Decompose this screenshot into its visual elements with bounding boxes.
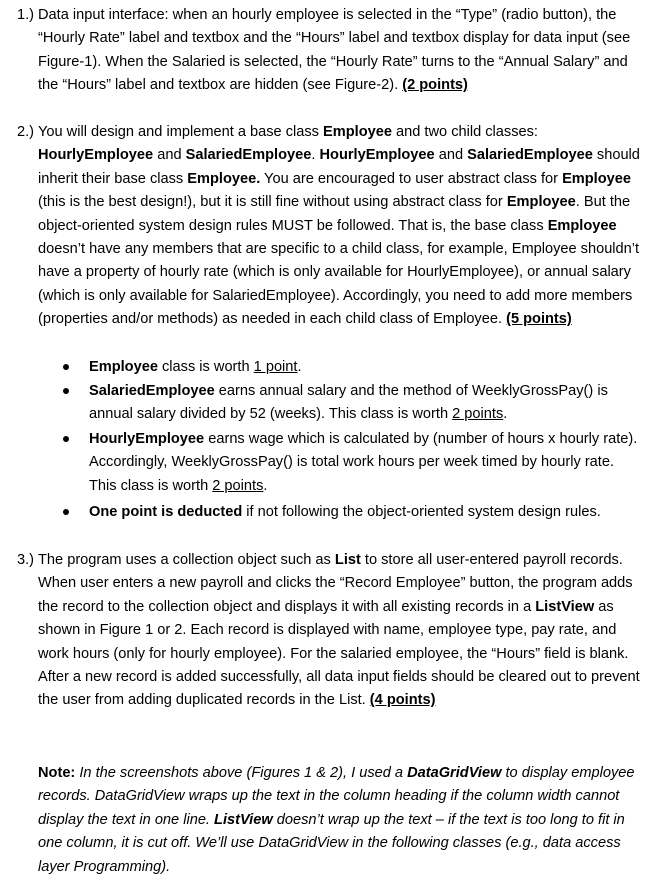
bullet-item: One point is deducted if not following the object-oriented system design rules. <box>89 501 644 524</box>
item-text: The program uses a collection object such as List to store all user-entered payroll records. When user enters a new payroll and clicks the “Record Employee” button, the program adds the record to the collection object and displays it with all existing records in a ListView as shown in Figure 1 or 2. Each record is displayed with name, employee type, pay rate, and work hours (only for hourly employee). For the salaried employee, the “Hours” field is blank. After a new record is added successfully, all data input fields should be cleared out to prevent the user from adding duplicated records in the List. (4 points) <box>38 552 640 709</box>
note-label: Note: <box>38 765 76 781</box>
bullet-item: HourlyEmployee earns wage which is calculated by (number of hours x hourly rate). Accordingly, WeeklyGrossPay() is total work hours per week timed by hourly rate. This class is worth 2 points. <box>89 428 644 498</box>
item-number: 3.) <box>17 552 35 568</box>
bullet-dot <box>63 436 69 442</box>
bullet-dot <box>63 364 69 370</box>
bullet-item: Employee class is worth 1 point. <box>89 356 644 379</box>
bullet-dot <box>63 388 69 394</box>
item-number: 1.) <box>17 7 35 23</box>
item-text: Data input interface: when an hourly employee is selected in the “Type” (radio button), the “Hourly Rate” label and textbox and the “Hours” label and textbox display for data input (see Figure-1). When the Salaried is selected, the “Hourly Rate” turns to the “Annual Salary” and the “Hours” label and textbox are hidden (see Figure-2). (2 points) <box>38 7 631 94</box>
bullet-item: SalariedEmployee earns annual salary and the method of WeeklyGrossPay() is annual salary divided by 52 (weeks). This class is worth 2 points. <box>89 380 644 427</box>
bullet-dot <box>63 509 69 515</box>
points-label: (4 points) <box>369 692 436 709</box>
points-label: (2 points) <box>402 77 468 94</box>
note-text: Note: In the screenshots above (Figures 1 & 2), I used a DataGridView to display employee records. DataGridView wraps up the text in the column heading if the column width cannot display the text in one line. ListView doesn’t wrap up the text – if the text is too long to fit in one column, it is cut off. We’ll use DataGridView in the following classes (e.g., data access layer Programming). <box>38 765 635 875</box>
item-number: 2.) <box>17 124 35 140</box>
points-label: (5 points) <box>506 311 572 328</box>
item-text: You will design and implement a base class Employee and two child classes: HourlyEmployee and SalariedEmployee. HourlyEmployee and SalariedEmployee should inherit their base class Employee. You are encouraged to user abstract class for Employee (this is the best design!), but it is still fine without using abstract class for Employee. But the object-oriented system design rules MUST be followed. That is, the base class Employee doesn’t have any members that are specific to a child class, for example, Employee shouldn’t have a property of hourly rate (which is only available for HourlyEmployee), or annual salary (which is only available for SalariedEmployee). Accordingly, you need to add more members (properties and/or methods) as needed in each child class of Employee. (5 points) <box>38 124 640 328</box>
